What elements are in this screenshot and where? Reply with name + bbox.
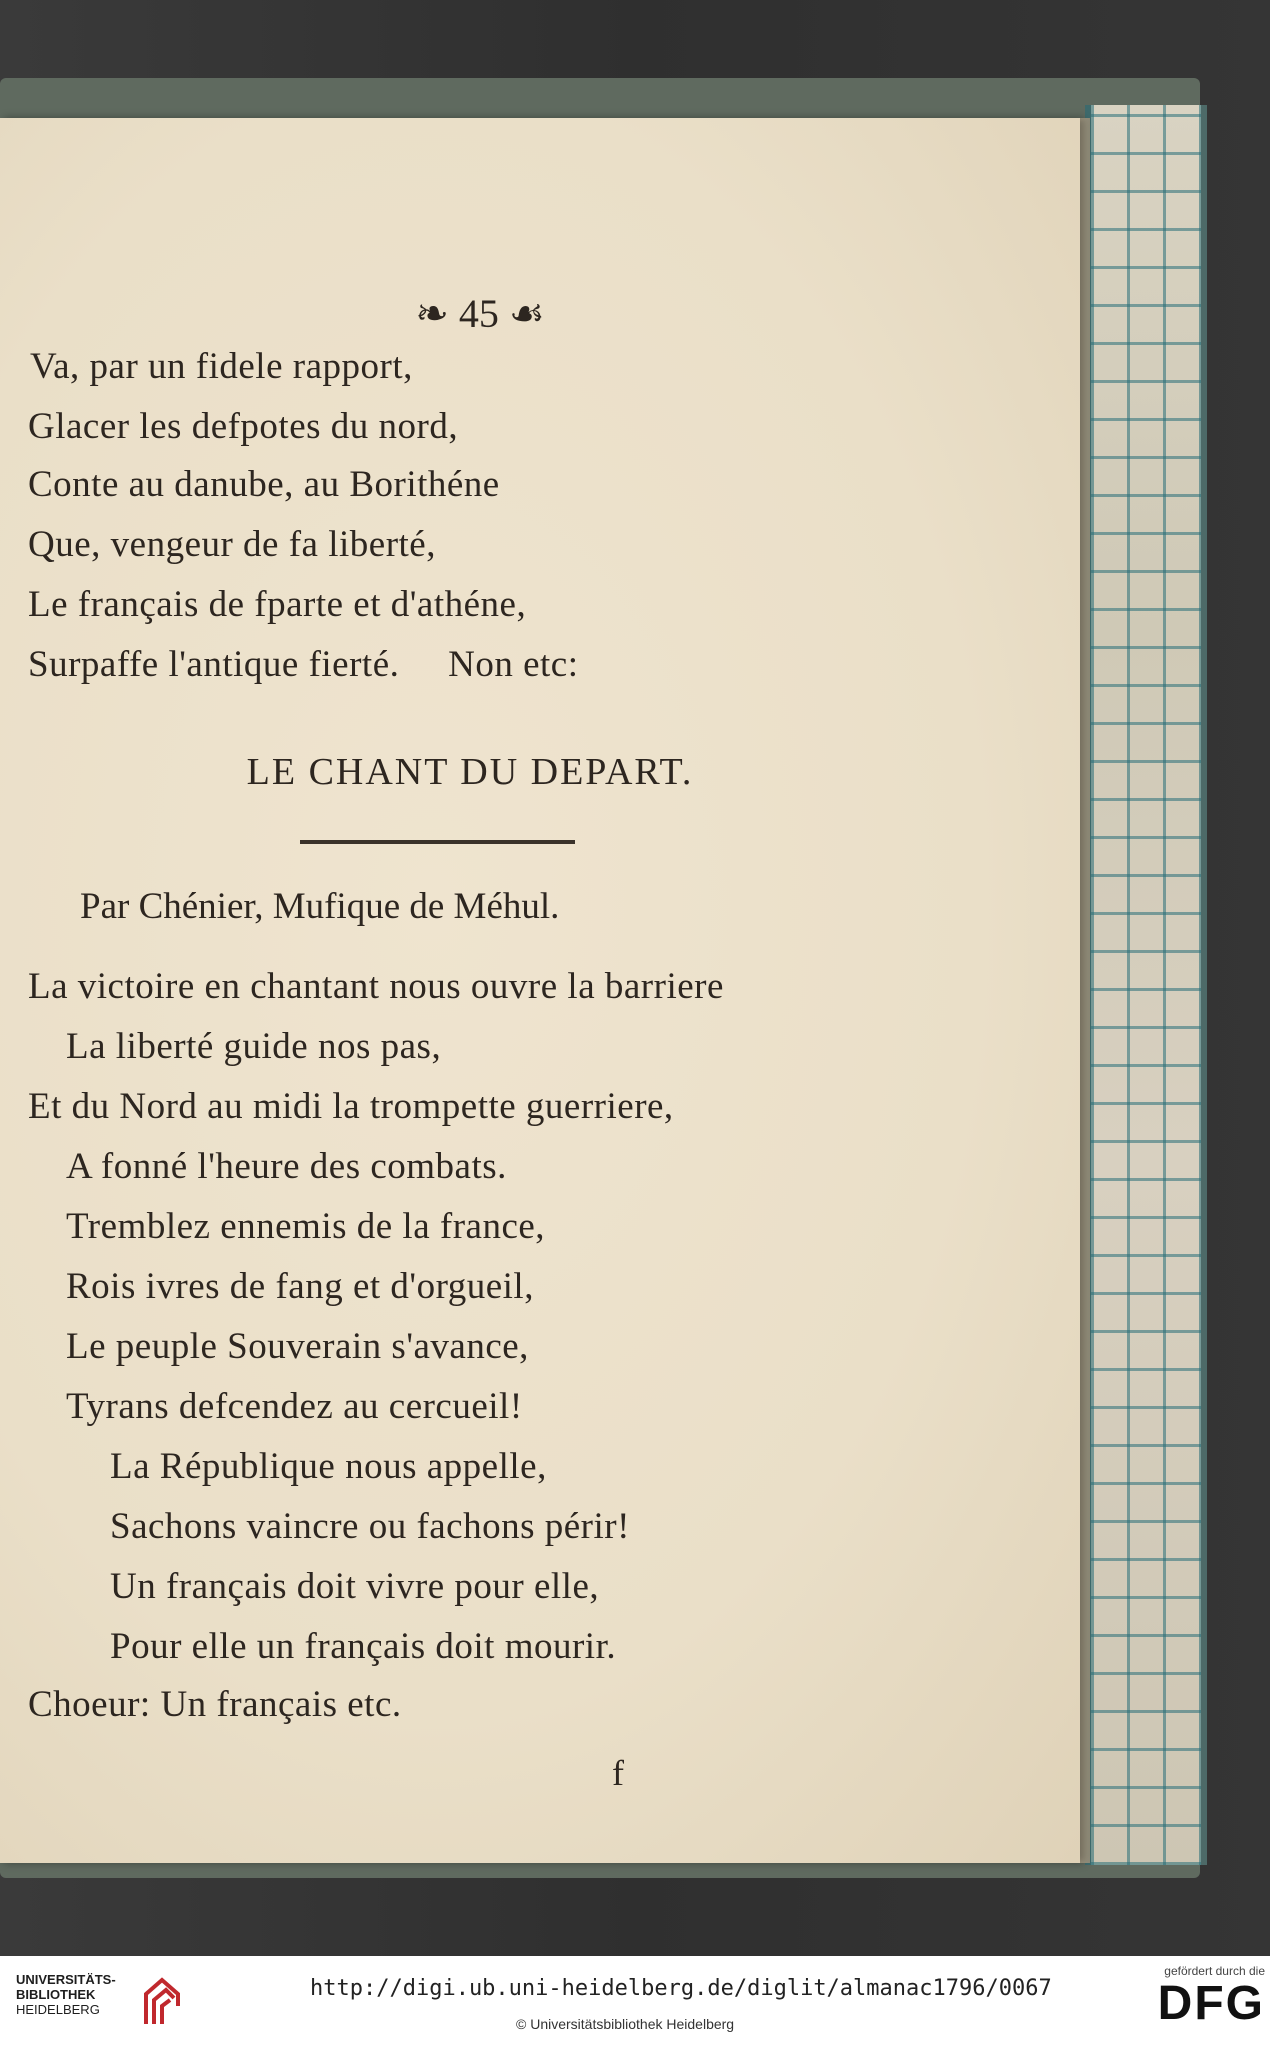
song-line: Un français doit vivre pour elle, <box>110 1566 600 1607</box>
library-name-line: HEIDELBERG <box>16 2002 100 2017</box>
stanza-line: Surpaffe l'antique fierté. Non etc: <box>28 644 579 685</box>
poem-title: LE CHANT DU DEPART. <box>246 751 694 793</box>
title-divider <box>300 840 575 844</box>
library-logo[interactable] <box>16 1972 186 2032</box>
song-line: La victoire en chantant nous ouvre la barriere <box>28 966 724 1007</box>
author-composer-byline: Par Chénier, Mufique de Méhul. <box>80 886 560 927</box>
copyright-notice: © Universitätsbibliothek Heidelberg <box>516 2016 735 2032</box>
library-emblem-icon <box>138 1976 186 2028</box>
dfg-funder[interactable] <box>1125 1964 1265 2044</box>
signature-mark: f <box>612 1753 624 1793</box>
stanza-line: Que, vengeur de fa liberté, <box>28 524 436 565</box>
song-line: La République nous appelle, <box>110 1446 547 1487</box>
page-number <box>350 290 610 337</box>
ornament-left-icon: ❧ <box>415 291 459 336</box>
dfg-logo: DFG <box>1157 1977 1265 2030</box>
song-line: A fonné l'heure des combats. <box>66 1146 507 1187</box>
page-number-value: 45 <box>458 291 499 336</box>
chorus-line: Choeur: Un français etc. <box>28 1684 402 1725</box>
song-line: Et du Nord au midi la trompette guerriere, <box>28 1086 674 1127</box>
song-line: Pour elle un français doit mourir. <box>110 1626 617 1667</box>
funder-note: gefördert durch die <box>1164 1964 1265 1978</box>
library-name-line: BIBLIOTHEK <box>16 1987 96 2002</box>
ornament-right-icon: ☙ <box>498 291 545 336</box>
stanza-line: Glacer les defpotes du nord, <box>28 406 459 447</box>
stanza-line: Conte au danube, au Borithéne <box>28 464 500 505</box>
stanza-line: Va, par un fidele rapport, <box>30 346 413 387</box>
song-line: Tyrans defcendez au cercueil! <box>66 1386 523 1427</box>
marbled-page-edge <box>1085 105 1207 1865</box>
permalink-url[interactable]: http://digi.ub.uni-heidelberg.de/diglit/almanac1796/0067 <box>310 1976 1052 2001</box>
footer-bar <box>0 1956 1270 2048</box>
stanza-line: Le français de fparte et d'athéne, <box>28 584 527 625</box>
song-line: La liberté guide nos pas, <box>66 1026 442 1067</box>
song-line: Rois ivres de fang et d'orgueil, <box>66 1266 534 1307</box>
song-line: Le peuple Souverain s'avance, <box>66 1326 529 1367</box>
song-line: Sachons vaincre ou fachons périr! <box>110 1506 630 1547</box>
song-line: Tremblez ennemis de la france, <box>66 1206 546 1247</box>
library-name-line: UNIVERSITÄTS- <box>16 1972 116 1987</box>
